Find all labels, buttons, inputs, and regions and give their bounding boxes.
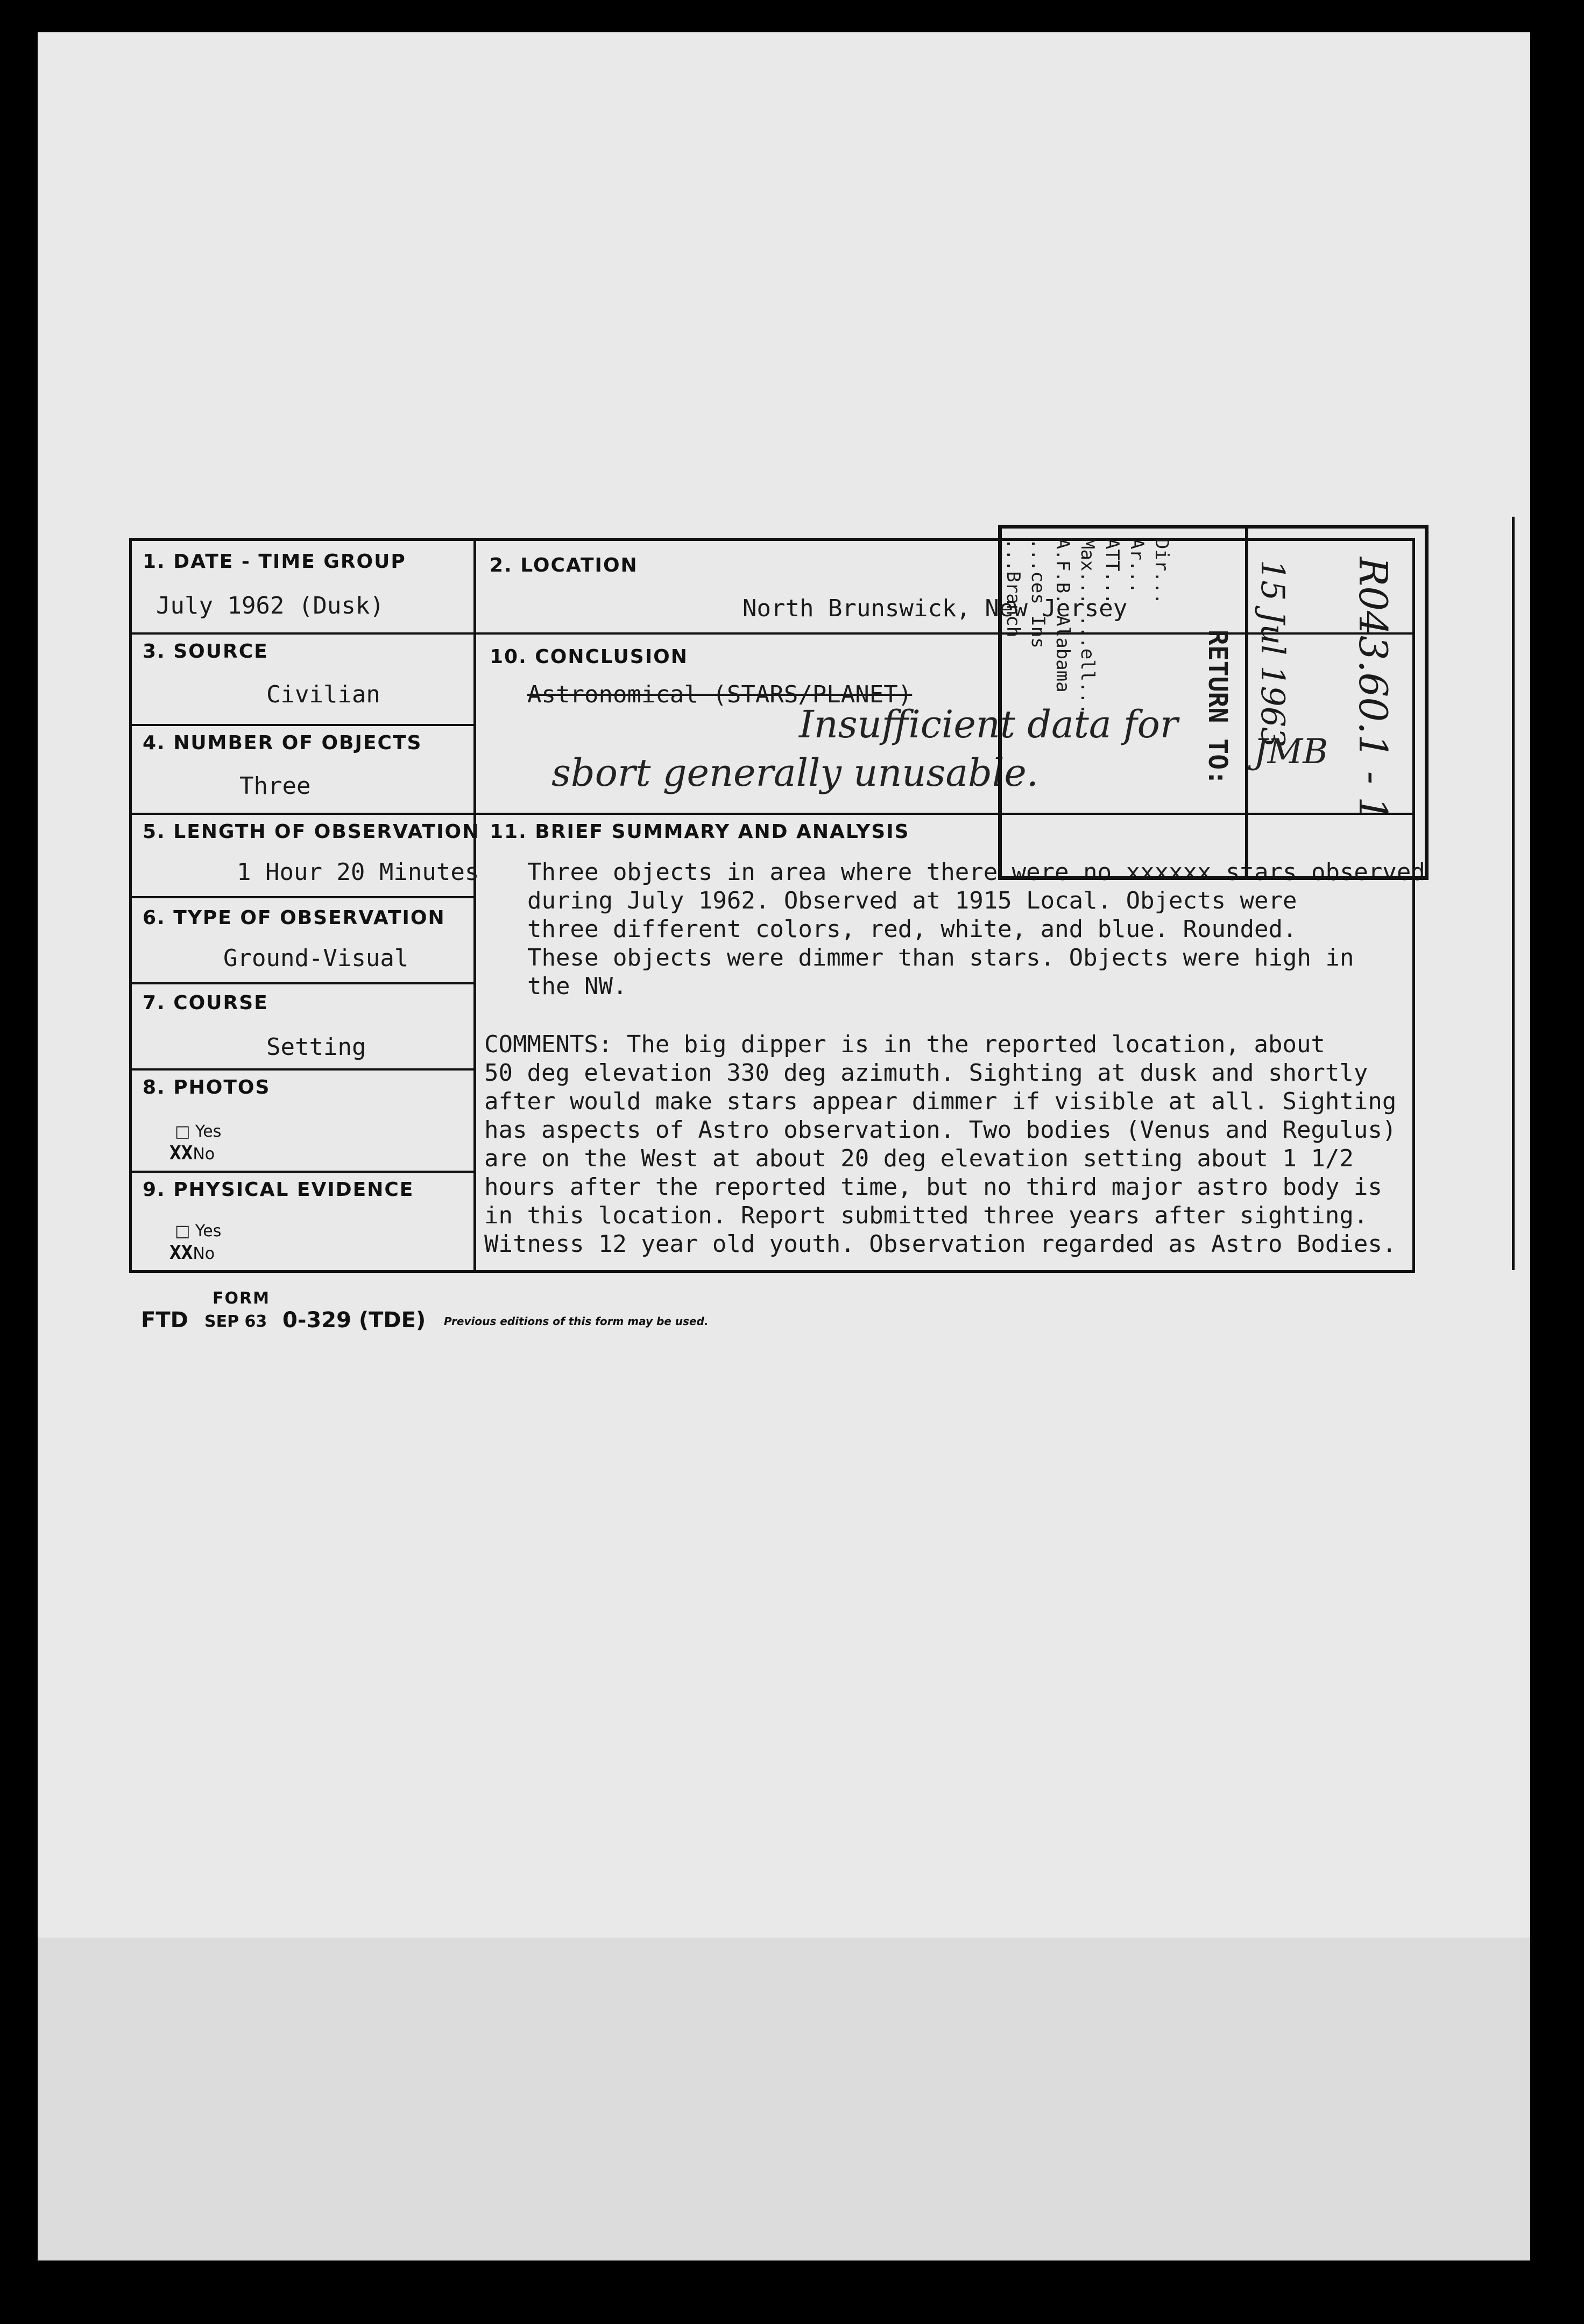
comments-line: in this location. Report submitted three years after sighting.: [484, 1202, 1368, 1229]
length-of-observation-value: 1 Hour 20 Minutes: [237, 858, 479, 886]
course-value: Setting: [266, 1033, 366, 1061]
footer-ftd: FTD: [141, 1308, 188, 1333]
conclusion-label: 10. CONCLUSION: [490, 646, 688, 668]
summary-line: three different colors, red, white, and blue. Rounded.: [527, 915, 1297, 943]
comments-line: 50 deg elevation 330 deg azimuth. Sighting at dusk and shortly: [484, 1059, 1368, 1087]
comments-line: COMMENTS: The big dipper is in the reported location, about: [484, 1031, 1325, 1058]
conclusion-typed: Astronomical (STARS/PLANET): [527, 681, 913, 708]
physical-evidence-no-option: [169, 1242, 215, 1264]
location-label: 2. LOCATION: [490, 554, 638, 576]
source-value: Civilian: [266, 681, 380, 708]
photos-no-mark: XX: [169, 1142, 193, 1164]
row-divider: [132, 724, 473, 726]
number-of-objects-label: 4. NUMBER OF OBJECTS: [143, 732, 422, 754]
course-label: 7. COURSE: [143, 992, 268, 1014]
row-divider: [132, 896, 473, 898]
photos-yes-option: □ Yes: [175, 1122, 222, 1141]
photos-no-label: No: [193, 1145, 215, 1164]
comments-line: Witness 12 year old youth. Observation regarded as Astro Bodies.: [484, 1230, 1397, 1258]
stamp-handwritten-ref: R043.60.1 - 1: [1350, 557, 1396, 821]
stamp-address-line: Max... ...ell...: [1077, 538, 1098, 715]
type-of-observation-label: 6. TYPE OF OBSERVATION: [143, 907, 445, 929]
physical-evidence-yes-option: □ Yes: [175, 1222, 222, 1241]
conclusion-handwritten-1: Insufficient data for: [799, 702, 1178, 747]
comments-line: are on the West at about 20 deg elevation setting about 1 1/2: [484, 1145, 1354, 1172]
stamp-address-line: Dir...: [1151, 538, 1172, 604]
stamp-return-to: RETURN TO:: [1203, 630, 1233, 785]
stamp-address-line: Ar...: [1126, 538, 1148, 594]
column-divider: [473, 541, 476, 1270]
summary-line: These objects were dimmer than stars. Objects were high in: [527, 944, 1354, 971]
row-divider: [132, 813, 473, 815]
photos-yes-label: Yes: [195, 1122, 222, 1141]
row-divider: [132, 982, 473, 984]
footer-form-number: 0-329 (TDE): [282, 1308, 426, 1333]
stamp-date: 15 Jul 1963: [1254, 560, 1291, 748]
summary-line: Three objects in area where there were no xxxxxx stars observed: [527, 858, 1425, 886]
comments-line: hours after the reported time, but no third major astro body is: [484, 1173, 1382, 1201]
physical-evidence-label: 9. PHYSICAL EVIDENCE: [143, 1179, 414, 1201]
row-divider: [132, 632, 473, 635]
date-time-group-value: July 1962 (Dusk): [156, 592, 384, 619]
summary-line: the NW.: [527, 973, 627, 1000]
film-edge-streak: [1512, 517, 1515, 1270]
photos-label: 8. PHOTOS: [143, 1076, 271, 1098]
date-time-group-label: 1. DATE - TIME GROUP: [143, 551, 406, 573]
page-lower-band: [38, 1938, 1530, 2260]
summary-label: 11. BRIEF SUMMARY AND ANALYSIS: [490, 821, 910, 843]
row-divider: [132, 1068, 473, 1071]
row-divider: [132, 1171, 473, 1173]
number-of-objects-value: Three: [239, 772, 311, 800]
conclusion-handwritten-2: sbort generally unusable.: [551, 751, 1039, 795]
summary-line: during July 1962. Observed at 1915 Local. Objects were: [527, 887, 1297, 914]
comments-line: has aspects of Astro observation. Two bodies (Venus and Regulus): [484, 1116, 1397, 1144]
stamp-address-line: ATT...: [1101, 538, 1123, 604]
footer-note: Previous editions of this form may be used.: [444, 1315, 709, 1328]
physical-evidence-no-mark: XX: [169, 1242, 193, 1264]
footer-form-word: FORM: [213, 1289, 270, 1308]
source-label: 3. SOURCE: [143, 640, 268, 663]
stamp-address: [1001, 538, 1174, 861]
stamp-address-line: ...ces Ins: [1027, 538, 1049, 649]
photos-no-option: [169, 1142, 215, 1164]
footer-sep63: SEP 63: [204, 1312, 267, 1331]
physical-evidence-no-label: No: [193, 1244, 215, 1263]
physical-evidence-yes-label: Yes: [195, 1222, 222, 1241]
type-of-observation-value: Ground-Visual: [223, 945, 409, 972]
stamp-address-line: A.F.B. Alabama: [1052, 538, 1073, 693]
stamp-initials: JMB: [1254, 732, 1328, 772]
stamp-address-line: ...Branch: [1002, 538, 1024, 638]
comments-line: after would make stars appear dimmer if visible at all. Sighting: [484, 1088, 1397, 1115]
location-value: North Brunswick, New Jersey: [742, 595, 1128, 622]
length-of-observation-label: 5. LENGTH OF OBSERVATION: [143, 821, 480, 843]
